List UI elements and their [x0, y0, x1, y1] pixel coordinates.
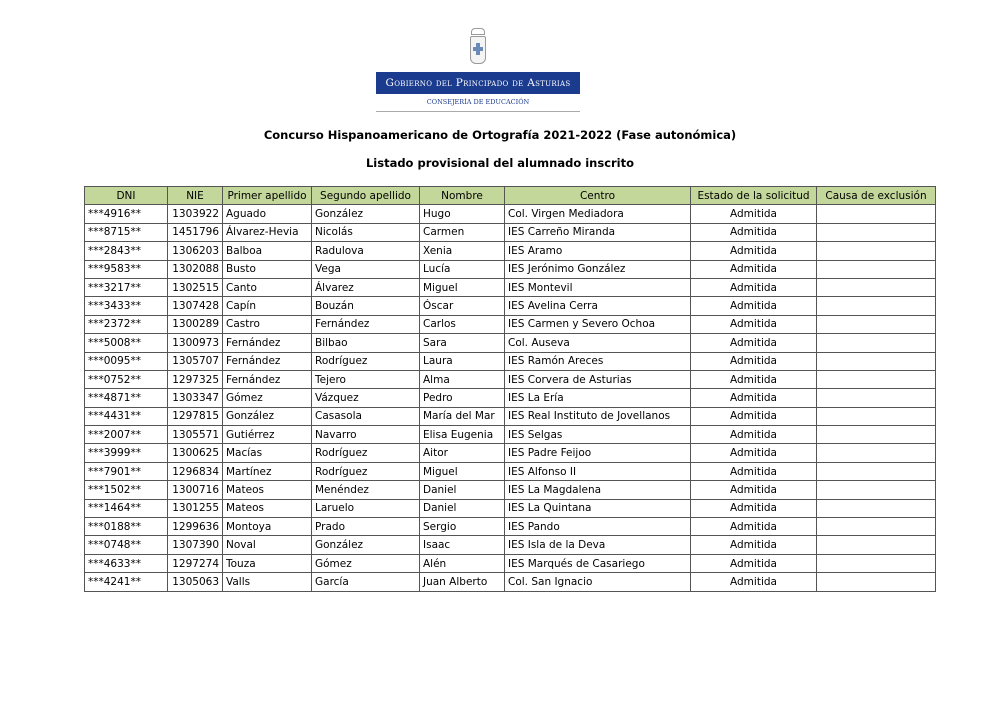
cell-nombre: Sara [420, 334, 505, 352]
cell-estado: Admitida [691, 426, 817, 444]
cell-dni: ***9583** [85, 260, 168, 278]
cell-dni: ***2007** [85, 426, 168, 444]
table-row [85, 278, 936, 296]
cell-dni: ***4241** [85, 573, 168, 591]
cell-nie: 1302515 [168, 278, 223, 296]
cell-segundo-apellido: González [312, 205, 420, 223]
cell-causa [817, 242, 936, 260]
cell-causa [817, 334, 936, 352]
logo-subtitle: CONSEJERÍA DE EDUCACIÓN [426, 98, 530, 106]
table-row [85, 242, 936, 260]
cell-nombre: Daniel [420, 481, 505, 499]
cell-centro: IES Avelina Cerra [505, 297, 691, 315]
cell-primer-apellido: Mateos [223, 499, 312, 517]
table-row [85, 205, 936, 223]
cell-primer-apellido: Capín [223, 297, 312, 315]
cell-nie: 1305063 [168, 573, 223, 591]
cell-nombre: Laura [420, 352, 505, 370]
header-dni: DNI [85, 187, 168, 205]
cell-nombre: Xenia [420, 242, 505, 260]
cell-dni: ***1502** [85, 481, 168, 499]
cell-estado: Admitida [691, 352, 817, 370]
cell-centro: IES La Quintana [505, 499, 691, 517]
cell-nombre: Elisa Eugenia [420, 426, 505, 444]
cell-causa [817, 407, 936, 425]
table-row [85, 407, 936, 425]
cell-primer-apellido: Martínez [223, 462, 312, 480]
document-title: Concurso Hispanoamericano de Ortografía 2021-2022 (Fase autonómica) [263, 128, 737, 142]
cell-causa [817, 370, 936, 388]
cell-centro: IES Montevil [505, 278, 691, 296]
cell-nombre: Miguel [420, 462, 505, 480]
cell-centro: IES Ramón Areces [505, 352, 691, 370]
cell-dni: ***1464** [85, 499, 168, 517]
cell-nombre: Miguel [420, 278, 505, 296]
cell-primer-apellido: Fernández [223, 334, 312, 352]
cell-centro: Col. Auseva [505, 334, 691, 352]
cell-nie: 1303347 [168, 389, 223, 407]
table-row [85, 297, 936, 315]
cell-estado: Admitida [691, 407, 817, 425]
cell-segundo-apellido: Radulova [312, 242, 420, 260]
cell-segundo-apellido: Navarro [312, 426, 420, 444]
cell-segundo-apellido: Rodríguez [312, 462, 420, 480]
cell-dni: ***0748** [85, 536, 168, 554]
students-table [84, 186, 936, 592]
cell-segundo-apellido: González [312, 536, 420, 554]
cell-dni: ***0095** [85, 352, 168, 370]
cell-primer-apellido: Castro [223, 315, 312, 333]
cell-causa [817, 223, 936, 241]
cell-dni: ***4871** [85, 389, 168, 407]
cell-nombre: Hugo [420, 205, 505, 223]
table-row [85, 334, 936, 352]
cell-dni: ***0752** [85, 370, 168, 388]
cell-causa [817, 554, 936, 572]
cell-nombre: Óscar [420, 297, 505, 315]
cell-causa [817, 536, 936, 554]
document-subtitle: Listado provisional del alumnado inscrito [365, 156, 635, 170]
header-estado: Estado de la solicitud [691, 187, 817, 205]
cell-nombre: Alma [420, 370, 505, 388]
cell-estado: Admitida [691, 462, 817, 480]
cell-dni: ***7901** [85, 462, 168, 480]
cell-estado: Admitida [691, 370, 817, 388]
cell-nie: 1305571 [168, 426, 223, 444]
cell-nombre: Lucía [420, 260, 505, 278]
header-nie: NIE [168, 187, 223, 205]
cell-estado: Admitida [691, 223, 817, 241]
cell-nie: 1305707 [168, 352, 223, 370]
header-centro: Centro [505, 187, 691, 205]
cell-segundo-apellido: Casasola [312, 407, 420, 425]
cell-nie: 1306203 [168, 242, 223, 260]
cell-primer-apellido: Fernández [223, 352, 312, 370]
cell-centro: IES Padre Feijoo [505, 444, 691, 462]
cell-primer-apellido: Touza [223, 554, 312, 572]
cell-estado: Admitida [691, 536, 817, 554]
cell-dni: ***8715** [85, 223, 168, 241]
cell-segundo-apellido: Menéndez [312, 481, 420, 499]
cell-dni: ***3217** [85, 278, 168, 296]
cell-causa [817, 462, 936, 480]
cell-nie: 1300289 [168, 315, 223, 333]
cell-centro: IES Aramo [505, 242, 691, 260]
cell-segundo-apellido: Gómez [312, 554, 420, 572]
cell-estado: Admitida [691, 518, 817, 536]
cell-centro: IES La Magdalena [505, 481, 691, 499]
cell-nombre: Pedro [420, 389, 505, 407]
table-row [85, 352, 936, 370]
cell-primer-apellido: Noval [223, 536, 312, 554]
table-row [85, 370, 936, 388]
cell-nie: 1451796 [168, 223, 223, 241]
cell-estado: Admitida [691, 205, 817, 223]
cell-dni: ***3999** [85, 444, 168, 462]
cell-primer-apellido: Valls [223, 573, 312, 591]
cell-nombre: Daniel [420, 499, 505, 517]
cell-primer-apellido: Álvarez-Hevia [223, 223, 312, 241]
cell-nie: 1307390 [168, 536, 223, 554]
cell-dni: ***2372** [85, 315, 168, 333]
cell-nombre: Juan Alberto [420, 573, 505, 591]
cell-causa [817, 297, 936, 315]
cell-nie: 1300716 [168, 481, 223, 499]
cell-causa [817, 389, 936, 407]
cell-centro: IES Pando [505, 518, 691, 536]
crown-icon [471, 28, 485, 35]
cell-segundo-apellido: Vázquez [312, 389, 420, 407]
cell-nie: 1301255 [168, 499, 223, 517]
cell-dni: ***4916** [85, 205, 168, 223]
cell-nie: 1300625 [168, 444, 223, 462]
cell-primer-apellido: Gutiérrez [223, 426, 312, 444]
cell-primer-apellido: Montoya [223, 518, 312, 536]
table-header-row [85, 187, 936, 205]
table-row [85, 389, 936, 407]
cell-nombre: Isaac [420, 536, 505, 554]
cell-dni: ***3433** [85, 297, 168, 315]
cell-segundo-apellido: Rodríguez [312, 352, 420, 370]
cell-estado: Admitida [691, 315, 817, 333]
cell-estado: Admitida [691, 242, 817, 260]
cell-causa [817, 499, 936, 517]
cell-estado: Admitida [691, 334, 817, 352]
logo-divider [376, 111, 580, 112]
cell-causa [817, 260, 936, 278]
header-causa: Causa de exclusión [817, 187, 936, 205]
header-segundo-apellido: Segundo apellido [312, 187, 420, 205]
table-row [85, 499, 936, 517]
cell-nie: 1296834 [168, 462, 223, 480]
cell-centro: IES Isla de la Deva [505, 536, 691, 554]
cell-causa [817, 205, 936, 223]
cell-primer-apellido: Mateos [223, 481, 312, 499]
table-row [85, 536, 936, 554]
cell-dni: ***4633** [85, 554, 168, 572]
cell-estado: Admitida [691, 499, 817, 517]
cell-nie: 1297325 [168, 370, 223, 388]
table-row [85, 315, 936, 333]
cell-centro: IES Carreño Miranda [505, 223, 691, 241]
cell-dni: ***0188** [85, 518, 168, 536]
cell-segundo-apellido: Laruelo [312, 499, 420, 517]
cell-centro: Col. San Ignacio [505, 573, 691, 591]
cell-primer-apellido: González [223, 407, 312, 425]
cell-primer-apellido: Balboa [223, 242, 312, 260]
cell-nie: 1300973 [168, 334, 223, 352]
cell-segundo-apellido: Nicolás [312, 223, 420, 241]
cell-estado: Admitida [691, 260, 817, 278]
table-row [85, 518, 936, 536]
cell-nie: 1307428 [168, 297, 223, 315]
cell-causa [817, 518, 936, 536]
cell-nie: 1303922 [168, 205, 223, 223]
header-nombre: Nombre [420, 187, 505, 205]
cell-nie: 1302088 [168, 260, 223, 278]
cell-segundo-apellido: Álvarez [312, 278, 420, 296]
cell-segundo-apellido: Fernández [312, 315, 420, 333]
cell-segundo-apellido: Prado [312, 518, 420, 536]
table-row [85, 573, 936, 591]
cell-nombre: Aitor [420, 444, 505, 462]
table-row [85, 426, 936, 444]
cell-estado: Admitida [691, 481, 817, 499]
cell-nie: 1297274 [168, 554, 223, 572]
cell-centro: IES Carmen y Severo Ochoa [505, 315, 691, 333]
cell-estado: Admitida [691, 573, 817, 591]
header-primer-apellido: Primer apellido [223, 187, 312, 205]
cell-centro: IES Corvera de Asturias [505, 370, 691, 388]
cell-centro: IES Marqués de Casariego [505, 554, 691, 572]
cell-segundo-apellido: Bilbao [312, 334, 420, 352]
cell-estado: Admitida [691, 278, 817, 296]
cell-causa [817, 352, 936, 370]
logo-band: Gobierno del Principado de Asturias [376, 72, 580, 94]
cell-segundo-apellido: Rodríguez [312, 444, 420, 462]
cell-causa [817, 444, 936, 462]
cell-centro: IES Selgas [505, 426, 691, 444]
cell-centro: IES Real Instituto de Jovellanos [505, 407, 691, 425]
cell-nombre: Carmen [420, 223, 505, 241]
table-row [85, 223, 936, 241]
coat-of-arms-icon [470, 36, 486, 64]
cell-segundo-apellido: Tejero [312, 370, 420, 388]
cell-centro: IES Jerónimo González [505, 260, 691, 278]
cell-primer-apellido: Canto [223, 278, 312, 296]
government-logo [376, 28, 580, 112]
cell-nombre: Alén [420, 554, 505, 572]
cell-causa [817, 426, 936, 444]
table-row [85, 260, 936, 278]
cell-causa [817, 481, 936, 499]
cell-nombre: María del Mar [420, 407, 505, 425]
cell-primer-apellido: Busto [223, 260, 312, 278]
cell-causa [817, 573, 936, 591]
cell-estado: Admitida [691, 554, 817, 572]
cell-nie: 1299636 [168, 518, 223, 536]
cell-segundo-apellido: García [312, 573, 420, 591]
cell-dni: ***5008** [85, 334, 168, 352]
table-row [85, 481, 936, 499]
cell-estado: Admitida [691, 297, 817, 315]
cell-primer-apellido: Macías [223, 444, 312, 462]
cell-dni: ***4431** [85, 407, 168, 425]
cell-primer-apellido: Aguado [223, 205, 312, 223]
cell-nie: 1297815 [168, 407, 223, 425]
cell-causa [817, 315, 936, 333]
table-row [85, 444, 936, 462]
cell-centro: IES La Ería [505, 389, 691, 407]
cell-primer-apellido: Gómez [223, 389, 312, 407]
cell-centro: Col. Virgen Mediadora [505, 205, 691, 223]
cell-nombre: Carlos [420, 315, 505, 333]
cell-estado: Admitida [691, 389, 817, 407]
cell-segundo-apellido: Vega [312, 260, 420, 278]
table-row [85, 554, 936, 572]
cell-primer-apellido: Fernández [223, 370, 312, 388]
cell-nombre: Sergio [420, 518, 505, 536]
cell-dni: ***2843** [85, 242, 168, 260]
cell-centro: IES Alfonso II [505, 462, 691, 480]
cell-estado: Admitida [691, 444, 817, 462]
cell-segundo-apellido: Bouzán [312, 297, 420, 315]
table-row [85, 462, 936, 480]
cell-causa [817, 278, 936, 296]
